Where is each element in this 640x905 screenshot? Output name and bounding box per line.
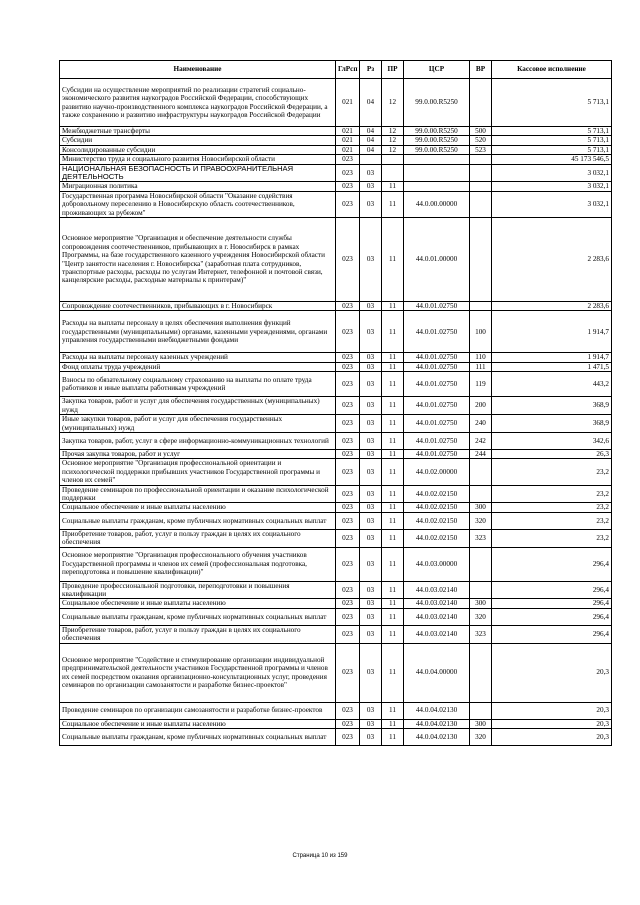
table-row xyxy=(60,719,612,728)
cell-vr xyxy=(470,581,492,599)
table-row xyxy=(60,182,612,191)
cell-glrsp: 023 xyxy=(336,485,360,503)
cell-vr: 320 xyxy=(470,512,492,529)
table-row xyxy=(60,625,612,643)
cell-amount: 23,2 xyxy=(492,512,612,529)
cell-amount: 26,3 xyxy=(492,449,612,458)
cell-pr: 12 xyxy=(382,145,404,154)
header-amount: Кассовое исполнение xyxy=(492,61,612,79)
cell-glrsp: 023 xyxy=(336,449,360,458)
cell-pr: 11 xyxy=(382,643,404,702)
cell-glrsp: 021 xyxy=(336,145,360,154)
cell-glrsp: 021 xyxy=(336,136,360,145)
cell-amount: 1 471,5 xyxy=(492,362,612,371)
cell-name: Взносы по обязательному социальному страхованию на выплаты по оплате труда работников и иные выплаты работникам учреждений xyxy=(60,372,336,397)
cell-vr xyxy=(470,702,492,719)
cell-vr xyxy=(470,164,492,182)
table-row xyxy=(60,599,612,608)
cell-name: Фонд оплаты труда учреждений xyxy=(60,362,336,371)
cell-rz: 03 xyxy=(360,311,382,353)
cell-vr: 300 xyxy=(470,503,492,512)
cell-pr: 11 xyxy=(382,415,404,433)
cell-pr: 11 xyxy=(382,529,404,547)
cell-amount: 296,4 xyxy=(492,599,612,608)
cell-pr: 11 xyxy=(382,397,404,415)
table-row xyxy=(60,311,612,353)
cell-vr xyxy=(470,218,492,302)
cell-rz xyxy=(360,155,382,164)
cell-glrsp: 023 xyxy=(336,372,360,397)
cell-name: Приобретение товаров, работ, услуг в пользу граждан в целях их социального обеспечения xyxy=(60,625,336,643)
cell-vr: 200 xyxy=(470,397,492,415)
cell-amount: 20,3 xyxy=(492,729,612,746)
cell-csr: 44.0.04.02130 xyxy=(404,719,470,728)
table-row xyxy=(60,485,612,503)
cell-amount: 3 032,1 xyxy=(492,182,612,191)
cell-amount: 3 032,1 xyxy=(492,191,612,217)
cell-rz: 03 xyxy=(360,529,382,547)
cell-glrsp: 023 xyxy=(336,608,360,625)
cell-rz: 03 xyxy=(360,643,382,702)
cell-amount: 23,2 xyxy=(492,485,612,503)
cell-vr: 110 xyxy=(470,353,492,362)
cell-glrsp: 023 xyxy=(336,155,360,164)
header-rz: Рз xyxy=(360,61,382,79)
cell-rz: 03 xyxy=(360,485,382,503)
cell-vr: 323 xyxy=(470,529,492,547)
cell-amount: 296,4 xyxy=(492,625,612,643)
cell-amount: 45 173 546,5 xyxy=(492,155,612,164)
cell-name: Основное мероприятие "Организация профессионального обучения участников Государственной программы и членов их семей (профессиональная подготовка, переподготовка и повышение квалификации)" xyxy=(60,547,336,581)
cell-glrsp: 023 xyxy=(336,702,360,719)
cell-csr: 44.0.01.02750 xyxy=(404,311,470,353)
cell-glrsp: 023 xyxy=(336,547,360,581)
cell-name: Закупка товаров, работ и услуг для обеспечения государственных (муниципальных) нужд xyxy=(60,397,336,415)
cell-csr: 44.0.02.02150 xyxy=(404,485,470,503)
cell-pr: 11 xyxy=(382,311,404,353)
table-body xyxy=(60,79,612,746)
cell-rz: 03 xyxy=(360,719,382,728)
cell-csr: 44.0.01.02750 xyxy=(404,362,470,371)
cell-pr: 11 xyxy=(382,432,404,449)
cell-csr: 44.0.01.02750 xyxy=(404,397,470,415)
header-pr: ПР xyxy=(382,61,404,79)
cell-name: Субсидии xyxy=(60,136,336,145)
table-row xyxy=(60,581,612,599)
cell-glrsp: 023 xyxy=(336,719,360,728)
cell-csr: 44.0.04.02130 xyxy=(404,702,470,719)
table-row xyxy=(60,529,612,547)
cell-vr: 242 xyxy=(470,432,492,449)
cell-glrsp: 021 xyxy=(336,127,360,136)
document-page xyxy=(59,60,611,746)
cell-name: Основное мероприятие "Организация и обеспечение деятельности службы сопровождения соотечественников, прибывающих в г. Новосибирск в рамках Программы, на базе государственного казенного учреждения Новосибирской области "Центр занятости населения г. Новосибирска" (заработная плата сотрудников, транспортные расходы, расходы по услугам Интернет, телефонной и почтовой связи, канцелярские расходы, расходные материалы к принтерам)" xyxy=(60,218,336,302)
cell-amount: 2 283,6 xyxy=(492,302,612,311)
table-row xyxy=(60,79,612,127)
table-row xyxy=(60,302,612,311)
cell-csr: 44.0.01.02750 xyxy=(404,353,470,362)
cell-amount: 296,4 xyxy=(492,547,612,581)
cell-amount: 368,9 xyxy=(492,415,612,433)
table-header-row xyxy=(60,61,612,79)
cell-glrsp: 023 xyxy=(336,512,360,529)
cell-amount: 23,2 xyxy=(492,503,612,512)
table-row xyxy=(60,145,612,154)
table-row xyxy=(60,155,612,164)
cell-glrsp: 021 xyxy=(336,79,360,127)
cell-glrsp: 023 xyxy=(336,432,360,449)
cell-rz: 03 xyxy=(360,581,382,599)
cell-csr: 44.0.02.02150 xyxy=(404,512,470,529)
cell-pr: 11 xyxy=(382,503,404,512)
cell-pr: 11 xyxy=(382,485,404,503)
cell-name: Субсидии на осуществление мероприятий по реализации стратегий социально-экономического развития наукоградов Российской Федерации, способствующих развитию научно-производственного комплекса наукоградов Российской Федерации, а также сохранению и развитию инфраструктуры наукоградов Российской Федерации xyxy=(60,79,336,127)
cell-vr: 300 xyxy=(470,719,492,728)
cell-glrsp: 023 xyxy=(336,182,360,191)
cell-rz: 03 xyxy=(360,218,382,302)
cell-vr: 320 xyxy=(470,729,492,746)
cell-glrsp: 023 xyxy=(336,353,360,362)
cell-pr: 12 xyxy=(382,136,404,145)
cell-csr xyxy=(404,182,470,191)
cell-pr: 12 xyxy=(382,79,404,127)
cell-amount: 20,3 xyxy=(492,702,612,719)
cell-pr: 11 xyxy=(382,702,404,719)
cell-glrsp: 023 xyxy=(336,218,360,302)
cell-amount: 443,2 xyxy=(492,372,612,397)
cell-rz: 03 xyxy=(360,608,382,625)
cell-name: Основное мероприятие "Организация профессиональной ориентации и психологической поддержки прибывших участников Государственной программы и членов их семей" xyxy=(60,459,336,485)
table-row xyxy=(60,547,612,581)
cell-vr: 300 xyxy=(470,599,492,608)
table-row xyxy=(60,449,612,458)
cell-glrsp: 023 xyxy=(336,643,360,702)
cell-name: Расходы на выплаты персоналу казенных учреждений xyxy=(60,353,336,362)
cell-csr: 44.0.03.02140 xyxy=(404,625,470,643)
cell-vr: 520 xyxy=(470,136,492,145)
table-row xyxy=(60,372,612,397)
cell-csr: 99.0.00.R5250 xyxy=(404,79,470,127)
cell-rz: 03 xyxy=(360,459,382,485)
cell-csr: 99.0.00.R5250 xyxy=(404,136,470,145)
table-row xyxy=(60,353,612,362)
cell-amount: 5 713,1 xyxy=(492,79,612,127)
cell-csr: 44.0.03.00000 xyxy=(404,547,470,581)
cell-pr xyxy=(382,164,404,182)
cell-glrsp: 023 xyxy=(336,581,360,599)
cell-rz: 03 xyxy=(360,432,382,449)
cell-amount: 20,3 xyxy=(492,643,612,702)
cell-rz: 03 xyxy=(360,503,382,512)
cell-vr: 111 xyxy=(470,362,492,371)
cell-amount: 5 713,1 xyxy=(492,136,612,145)
cell-vr: 523 xyxy=(470,145,492,154)
cell-csr: 44.0.01.02750 xyxy=(404,432,470,449)
cell-csr: 44.0.00.00000 xyxy=(404,191,470,217)
cell-name: Социальные выплаты гражданам, кроме публичных нормативных социальных выплат xyxy=(60,608,336,625)
table-row xyxy=(60,512,612,529)
cell-pr: 11 xyxy=(382,191,404,217)
cell-vr: 240 xyxy=(470,415,492,433)
cell-name: Социальные выплаты гражданам, кроме публичных нормативных социальных выплат xyxy=(60,512,336,529)
cell-vr xyxy=(470,485,492,503)
cell-csr xyxy=(404,164,470,182)
cell-csr xyxy=(404,155,470,164)
cell-name: Социальное обеспечение и иные выплаты населению xyxy=(60,719,336,728)
cell-csr: 99.0.00.R5250 xyxy=(404,145,470,154)
cell-vr: 119 xyxy=(470,372,492,397)
cell-rz: 03 xyxy=(360,362,382,371)
table-row xyxy=(60,643,612,702)
cell-vr: 244 xyxy=(470,449,492,458)
cell-glrsp: 023 xyxy=(336,599,360,608)
cell-name: Социальные выплаты гражданам, кроме публичных нормативных социальных выплат xyxy=(60,729,336,746)
cell-rz: 04 xyxy=(360,136,382,145)
cell-csr: 44.0.03.02140 xyxy=(404,608,470,625)
header-glrsp: ГлРсп xyxy=(336,61,360,79)
cell-csr: 44.0.02.02150 xyxy=(404,529,470,547)
cell-rz: 03 xyxy=(360,449,382,458)
cell-amount: 342,6 xyxy=(492,432,612,449)
cell-amount: 23,2 xyxy=(492,529,612,547)
cell-name: Миграционная политика xyxy=(60,182,336,191)
cell-name: Расходы на выплаты персоналу в целях обеспечения выполнения функций государственными (муниципальными) органами, казенными учреждениями, органами управления государственными внебюджетными фондами xyxy=(60,311,336,353)
cell-pr xyxy=(382,155,404,164)
cell-amount: 3 032,1 xyxy=(492,164,612,182)
cell-pr: 11 xyxy=(382,512,404,529)
cell-glrsp: 023 xyxy=(336,191,360,217)
cell-csr: 99.0.00.R5250 xyxy=(404,127,470,136)
cell-vr xyxy=(470,643,492,702)
header-vr: ВР xyxy=(470,61,492,79)
cell-amount: 1 914,7 xyxy=(492,311,612,353)
table-row xyxy=(60,432,612,449)
cell-csr: 44.0.02.02150 xyxy=(404,503,470,512)
cell-glrsp: 023 xyxy=(336,311,360,353)
cell-amount: 368,9 xyxy=(492,397,612,415)
cell-rz: 03 xyxy=(360,599,382,608)
cell-name: Сопровождение соотечественников, прибывающих в г. Новосибирск xyxy=(60,302,336,311)
cell-vr xyxy=(470,182,492,191)
table-row xyxy=(60,191,612,217)
cell-amount: 23,2 xyxy=(492,459,612,485)
cell-csr: 44.0.03.02140 xyxy=(404,581,470,599)
cell-pr: 11 xyxy=(382,353,404,362)
cell-vr xyxy=(470,459,492,485)
cell-rz: 03 xyxy=(360,547,382,581)
table-row xyxy=(60,164,612,182)
table-row xyxy=(60,127,612,136)
page-number: Страница 10 из 159 xyxy=(292,853,348,859)
cell-amount: 1 914,7 xyxy=(492,353,612,362)
cell-glrsp: 023 xyxy=(336,415,360,433)
table-row xyxy=(60,415,612,433)
cell-name: Министерство труда и социального развития Новосибирской области xyxy=(60,155,336,164)
cell-pr: 11 xyxy=(382,182,404,191)
cell-vr xyxy=(470,302,492,311)
cell-csr: 44.0.01.02750 xyxy=(404,372,470,397)
cell-glrsp: 023 xyxy=(336,503,360,512)
header-name: Наименование xyxy=(60,61,336,79)
table-row xyxy=(60,702,612,719)
table-row xyxy=(60,503,612,512)
cell-amount: 296,4 xyxy=(492,608,612,625)
cell-glrsp: 023 xyxy=(336,729,360,746)
cell-name: Социальное обеспечение и иные выплаты населению xyxy=(60,599,336,608)
cell-pr: 11 xyxy=(382,625,404,643)
cell-name: Иные закупки товаров, работ и услуг для обеспечения государственных (муниципальных) нужд xyxy=(60,415,336,433)
cell-pr: 11 xyxy=(382,302,404,311)
cell-vr: 323 xyxy=(470,625,492,643)
table-row xyxy=(60,459,612,485)
table-row xyxy=(60,729,612,746)
table-row xyxy=(60,218,612,302)
cell-name: Проведение семинаров по профессиональной ориентации и оказание психологической поддержки xyxy=(60,485,336,503)
cell-pr: 11 xyxy=(382,599,404,608)
cell-pr: 11 xyxy=(382,719,404,728)
cell-glrsp: 023 xyxy=(336,362,360,371)
cell-glrsp: 023 xyxy=(336,302,360,311)
cell-name: Приобретение товаров, работ, услуг в пользу граждан в целях их социального обеспечения xyxy=(60,529,336,547)
cell-csr: 44.0.04.02130 xyxy=(404,729,470,746)
cell-rz: 04 xyxy=(360,127,382,136)
table-row xyxy=(60,397,612,415)
cell-rz: 04 xyxy=(360,145,382,154)
cell-amount: 5 713,1 xyxy=(492,145,612,154)
cell-csr: 44.0.01.02750 xyxy=(404,449,470,458)
cell-rz: 03 xyxy=(360,729,382,746)
cell-name: Консолидированные субсидии xyxy=(60,145,336,154)
cell-rz: 04 xyxy=(360,79,382,127)
cell-rz: 03 xyxy=(360,353,382,362)
cell-glrsp: 023 xyxy=(336,625,360,643)
cell-rz: 03 xyxy=(360,702,382,719)
cell-amount: 2 283,6 xyxy=(492,218,612,302)
cell-pr: 11 xyxy=(382,372,404,397)
header-csr: ЦСР xyxy=(404,61,470,79)
cell-rz: 03 xyxy=(360,512,382,529)
cell-csr: 44.0.01.00000 xyxy=(404,218,470,302)
cell-pr: 11 xyxy=(382,581,404,599)
cell-vr xyxy=(470,79,492,127)
cell-pr: 11 xyxy=(382,608,404,625)
cell-rz: 03 xyxy=(360,625,382,643)
cell-pr: 11 xyxy=(382,362,404,371)
table-row xyxy=(60,136,612,145)
cell-name: Проведение профессиональной подготовки, переподготовки и повышения квалификации xyxy=(60,581,336,599)
cell-csr: 44.0.03.02140 xyxy=(404,599,470,608)
cell-name: Основное мероприятие "Содействие и стимулирование организации индивидуальной предпринимательской деятельности участников Государственной программы и членов их семей посредством оказания организационно-консультационных услуг, проведения семинаров по организации самозанятости и разработке бизнес-проектов" xyxy=(60,643,336,702)
cell-rz: 03 xyxy=(360,164,382,182)
cell-rz: 03 xyxy=(360,302,382,311)
cell-csr: 44.0.01.02750 xyxy=(404,415,470,433)
cell-rz: 03 xyxy=(360,182,382,191)
cell-name: Прочая закупка товаров, работ и услуг xyxy=(60,449,336,458)
cell-pr: 12 xyxy=(382,127,404,136)
cell-name: Проведение семинаров по организации самозанятости и разработке бизнес-проектов xyxy=(60,702,336,719)
cell-csr: 44.0.02.00000 xyxy=(404,459,470,485)
cell-name: НАЦИОНАЛЬНАЯ БЕЗОПАСНОСТЬ И ПРАВООХРАНИТЕЛЬНАЯ ДЕЯТЕЛЬНОСТЬ xyxy=(60,164,336,182)
cell-glrsp: 023 xyxy=(336,164,360,182)
cell-amount: 20,3 xyxy=(492,719,612,728)
cell-pr: 11 xyxy=(382,729,404,746)
cell-csr: 44.0.01.02750 xyxy=(404,302,470,311)
cell-vr: 320 xyxy=(470,608,492,625)
cell-name: Закупка товаров, работ, услуг в сфере информационно-коммуникационных технологий xyxy=(60,432,336,449)
table-row xyxy=(60,608,612,625)
cell-pr: 11 xyxy=(382,459,404,485)
cell-rz: 03 xyxy=(360,397,382,415)
cell-rz: 03 xyxy=(360,191,382,217)
table-row xyxy=(60,362,612,371)
cell-rz: 03 xyxy=(360,372,382,397)
cell-rz: 03 xyxy=(360,415,382,433)
cell-vr xyxy=(470,547,492,581)
cell-pr: 11 xyxy=(382,218,404,302)
budget-table xyxy=(59,60,612,746)
cell-csr: 44.0.04.00000 xyxy=(404,643,470,702)
cell-pr: 11 xyxy=(382,547,404,581)
cell-amount: 5 713,1 xyxy=(492,127,612,136)
cell-vr xyxy=(470,155,492,164)
cell-name: Государственная программа Новосибирской области "Оказание содействия добровольному переселению в Новосибирскую область соотечественников, проживающих за рубежом" xyxy=(60,191,336,217)
cell-name: Социальное обеспечение и иные выплаты населению xyxy=(60,503,336,512)
cell-glrsp: 023 xyxy=(336,459,360,485)
cell-vr: 500 xyxy=(470,127,492,136)
cell-pr: 11 xyxy=(382,449,404,458)
cell-amount: 296,4 xyxy=(492,581,612,599)
cell-glrsp: 023 xyxy=(336,397,360,415)
cell-glrsp: 023 xyxy=(336,529,360,547)
cell-vr xyxy=(470,191,492,217)
cell-vr: 100 xyxy=(470,311,492,353)
cell-name: Межбюджетные трансферты xyxy=(60,127,336,136)
